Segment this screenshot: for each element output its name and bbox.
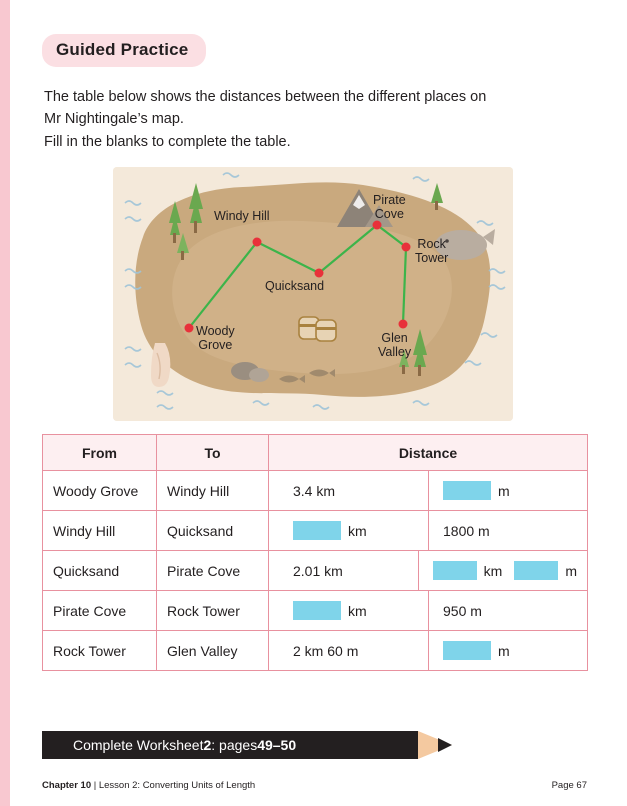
page-footer (42, 780, 587, 791)
table-header-row (43, 435, 588, 471)
distance-value: 2 km 60 m (293, 642, 359, 659)
map-label-pirate-cove (373, 193, 406, 222)
unit-label: km (483, 562, 503, 579)
instructions-line-1: The table below shows the distances between the different places on (44, 89, 487, 105)
cell-to: Rock Tower (157, 591, 269, 631)
cell-from: Quicksand (43, 551, 157, 591)
map-label-pirate-cove-line1: Pirate (373, 193, 406, 207)
treasure-map-illustration (113, 167, 513, 421)
cell-from: Rock Tower (43, 631, 157, 671)
map-label-rock-tower (415, 237, 448, 266)
answer-blank[interactable] (443, 481, 491, 500)
distance-right (428, 591, 577, 630)
map-label-glen-valley-line2: Valley (378, 345, 412, 360)
table-row (43, 631, 588, 671)
distance-left (279, 471, 428, 510)
table-row (43, 471, 588, 511)
banner-middle: : pages (211, 737, 258, 753)
pencil-lead-icon (438, 738, 452, 752)
distance-value: 1800 m (443, 522, 490, 539)
distance-right (428, 511, 577, 550)
column-header-to: To (157, 435, 269, 471)
instructions (44, 86, 544, 153)
footer-page-number: Page 67 (551, 780, 587, 791)
page-spine (0, 0, 10, 806)
footer-lesson: Lesson 2: Converting Units of Length (98, 780, 256, 791)
cell-distance (269, 511, 588, 551)
page-title: Guided Practice (42, 34, 206, 67)
column-header-from: From (43, 435, 157, 471)
cell-distance (269, 471, 588, 511)
answer-blank[interactable] (443, 641, 491, 660)
unit-label: m (498, 482, 510, 499)
cell-to: Glen Valley (157, 631, 269, 671)
map-label-woody-grove-line2: Grove (198, 338, 233, 353)
map-label-glen-valley-line1: Glen (381, 331, 408, 345)
map-label-glen-valley (378, 331, 411, 360)
unit-label: km (348, 602, 367, 619)
unit-label: km (348, 522, 367, 539)
map-label-windy-hill: Windy Hill (214, 209, 270, 223)
distance-value: 2.01 km (293, 562, 343, 579)
distance-right-answer[interactable] (418, 551, 577, 590)
cell-to: Pirate Cove (157, 551, 269, 591)
banner-pages: 49–50 (257, 737, 297, 753)
map-label-woody-grove (196, 324, 235, 353)
distance-left (279, 631, 428, 670)
table-row (43, 511, 588, 551)
map-svg (113, 167, 513, 421)
map-label-quicksand: Quicksand (265, 279, 325, 293)
distance-right-answer[interactable] (428, 471, 577, 510)
distance-left (279, 551, 418, 590)
distance-value: 950 m (443, 602, 482, 619)
distance-table (42, 434, 588, 671)
map-label-rock-tower-line1: Rock (417, 237, 446, 251)
instructions-line-2: Mr Nightingale’s map. (44, 111, 184, 128)
map-label-woody-grove-line1: Woody (196, 324, 235, 338)
answer-blank[interactable] (433, 561, 477, 580)
banner-prefix: Complete Worksheet (73, 737, 204, 753)
instructions-line-3: Fill in the blanks to complete the table. (44, 133, 291, 150)
table-row (43, 591, 588, 631)
cell-distance (269, 551, 588, 591)
distance-value: 3.4 km (293, 482, 336, 499)
answer-blank-2[interactable] (514, 561, 558, 580)
waterfall-icon (151, 343, 170, 387)
answer-blank[interactable] (293, 521, 341, 540)
cell-from: Pirate Cove (43, 591, 157, 631)
banner-number: 2 (203, 737, 212, 753)
cell-distance (269, 591, 588, 631)
cell-to: Quicksand (157, 511, 269, 551)
cell-from: Windy Hill (43, 511, 157, 551)
distance-table-container (42, 434, 587, 671)
distance-left-answer[interactable] (279, 511, 428, 550)
worksheet-banner-text (42, 731, 418, 759)
worksheet-banner (42, 731, 587, 759)
footer-chapter: Chapter 10 (42, 780, 92, 791)
cell-from: Woody Grove (43, 471, 157, 511)
unit-label: m (498, 642, 510, 659)
footer-left (42, 780, 255, 791)
map-label-pirate-cove-line2: Cove (374, 207, 404, 222)
footer-separator: | (91, 780, 99, 791)
barrels-icon (299, 317, 336, 341)
distance-left-answer[interactable] (279, 591, 428, 630)
unit-label-2: m (565, 562, 577, 579)
table-row (43, 551, 588, 591)
cell-distance (269, 631, 588, 671)
distance-right-answer[interactable] (428, 631, 577, 670)
cell-to: Windy Hill (157, 471, 269, 511)
answer-blank[interactable] (293, 601, 341, 620)
column-header-distance: Distance (269, 435, 588, 471)
map-label-rock-tower-line2: Tower (415, 251, 449, 266)
